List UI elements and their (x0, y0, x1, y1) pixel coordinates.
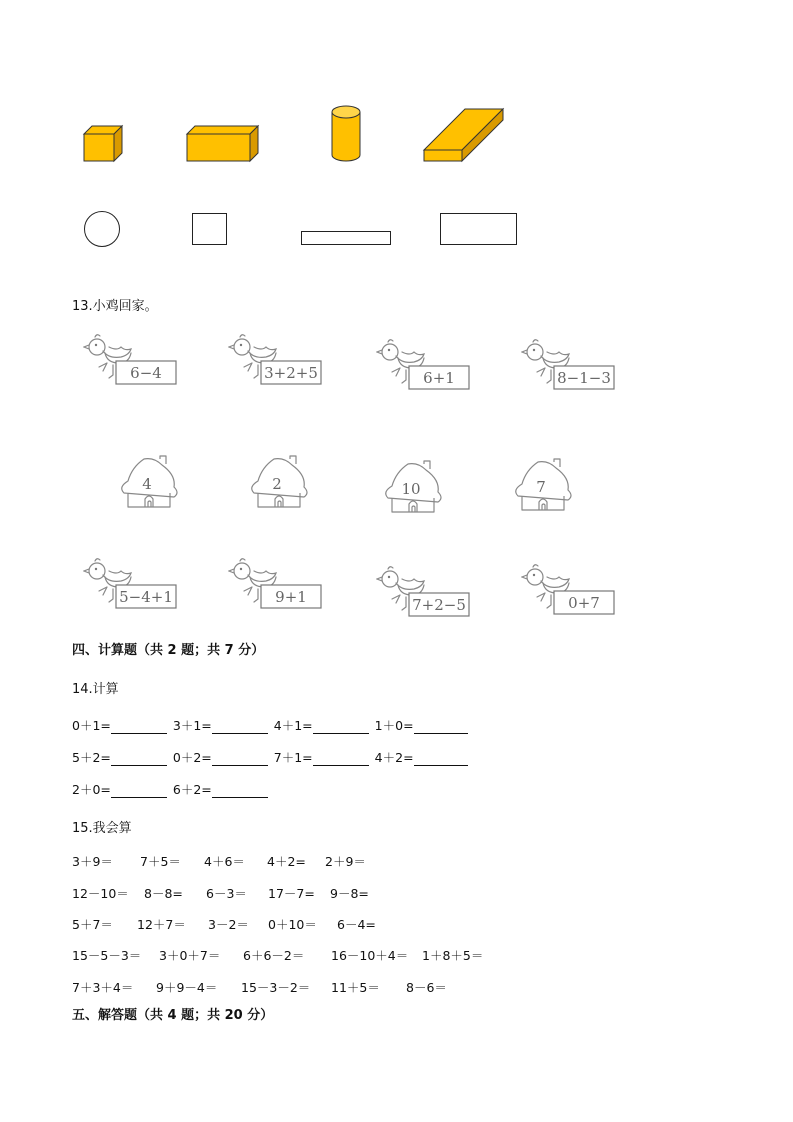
q15-expr: 8－6＝ (406, 980, 447, 995)
q15-expr: 17－7= (268, 886, 315, 901)
q14-row (72, 748, 474, 766)
chick-card[interactable] (376, 565, 476, 629)
q15-expr: 15－5－3＝ (72, 948, 142, 963)
q15-title: 15.我会算 (72, 821, 132, 836)
answer-blank[interactable] (111, 722, 167, 734)
q15-expr: 3－2＝ (208, 917, 249, 932)
chick-expression: 6−4 (130, 364, 162, 382)
q15-expr: 9＋9－4＝ (156, 980, 218, 995)
chick-icon (521, 563, 621, 623)
house-number: 2 (272, 475, 282, 493)
chick-expression: 0+7 (568, 594, 600, 612)
q15-expr: 7＋3＋4＝ (72, 980, 134, 995)
q15-expr: 3＋0＋7＝ (159, 948, 221, 963)
q14-expr: 6＋2= (172, 782, 212, 797)
answer-blank[interactable] (212, 754, 268, 766)
answer-blank[interactable] (111, 786, 167, 798)
q14-expr: 4＋2= (374, 750, 414, 765)
section5-title: 五、解答题（共 4 题；共 20 分） (72, 1008, 274, 1023)
chick-icon (228, 333, 328, 393)
chick-icon (83, 333, 183, 393)
answer-blank[interactable] (111, 754, 167, 766)
house-icon (384, 460, 442, 516)
q15-expr: 16－10＋4＝ (331, 948, 409, 963)
house-number: 4 (142, 475, 152, 493)
chick-expression: 7+2−5 (412, 596, 466, 614)
house[interactable] (384, 460, 442, 520)
q14-expr: 0＋1= (72, 718, 111, 733)
chick-expression: 5−4+1 (119, 588, 173, 606)
q14-expr: 4＋1= (273, 718, 313, 733)
cuboid-icon (186, 125, 260, 163)
q14-title: 14.计算 (72, 682, 119, 697)
section4-title: 四、计算题（共 2 题；共 7 分） (72, 643, 265, 658)
q15-expr: 12＋7＝ (137, 917, 186, 932)
q13-title: 13.小鸡回家。 (72, 299, 158, 314)
small-cube-icon (83, 125, 125, 163)
chick-card[interactable] (376, 338, 476, 402)
chick-expression: 6+1 (423, 369, 455, 387)
q15-expr: 11＋5＝ (331, 980, 380, 995)
q15-expr: 4＋2= (267, 854, 306, 869)
chick-expression: 8−1−3 (557, 369, 611, 387)
q14-expr: 7＋1= (273, 750, 313, 765)
flat-slab-icon (423, 108, 505, 162)
circle-shape (83, 210, 121, 248)
q15-expr: 15－3－2＝ (241, 980, 311, 995)
q15-expr: 7＋5＝ (140, 854, 181, 869)
q15-expr: 2＋9＝ (325, 854, 366, 869)
q15-expr: 3＋9＝ (72, 854, 113, 869)
house[interactable] (250, 455, 308, 515)
chick-icon (521, 338, 621, 398)
answer-blank[interactable] (313, 722, 369, 734)
chick-card[interactable] (521, 338, 621, 402)
q15-expr: 9－8= (330, 886, 369, 901)
q15-expr: 6－4= (337, 917, 376, 932)
house-icon (514, 458, 572, 514)
square-shape (192, 213, 227, 245)
q15-expr: 12－10＝ (72, 886, 129, 901)
q15-expr: 1＋8＋5＝ (422, 948, 484, 963)
house[interactable] (514, 458, 572, 518)
house-number: 7 (536, 478, 546, 496)
chick-icon (228, 557, 328, 617)
house-icon (250, 455, 308, 511)
house-icon (120, 455, 178, 511)
chick-icon (376, 338, 476, 398)
chick-expression: 3+2+5 (264, 364, 318, 382)
chick-card[interactable] (83, 333, 183, 397)
chick-card[interactable] (228, 333, 328, 397)
chick-card[interactable] (228, 557, 328, 621)
house[interactable] (120, 455, 178, 515)
q15-expr: 0＋10＝ (268, 917, 317, 932)
q14-expr: 0＋2= (172, 750, 212, 765)
chick-card[interactable] (83, 557, 183, 621)
q15-expr: 5＋7＝ (72, 917, 113, 932)
q14-expr: 2＋0= (72, 782, 111, 797)
q15-expr: 6－3＝ (206, 886, 247, 901)
answer-blank[interactable] (414, 722, 468, 734)
house-number: 10 (401, 480, 421, 498)
q14-row (72, 780, 274, 798)
answer-blank[interactable] (313, 754, 369, 766)
cylinder-icon (331, 105, 361, 163)
q15-expr: 6＋6－2＝ (243, 948, 305, 963)
answer-blank[interactable] (414, 754, 468, 766)
chick-expression: 9+1 (275, 588, 307, 606)
answer-blank[interactable] (212, 722, 268, 734)
chick-card[interactable] (521, 563, 621, 627)
answer-blank[interactable] (212, 786, 268, 798)
chick-icon (83, 557, 183, 617)
q14-expr: 5＋2= (72, 750, 111, 765)
q15-expr: 4＋6＝ (204, 854, 245, 869)
q14-expr: 3＋1= (172, 718, 212, 733)
q14-expr: 1＋0= (374, 718, 414, 733)
chick-icon (376, 565, 476, 625)
q15-expr: 8－8= (144, 886, 183, 901)
q14-row (72, 716, 474, 734)
rectangle-shape (440, 213, 517, 245)
long-rectangle-shape (301, 231, 391, 245)
